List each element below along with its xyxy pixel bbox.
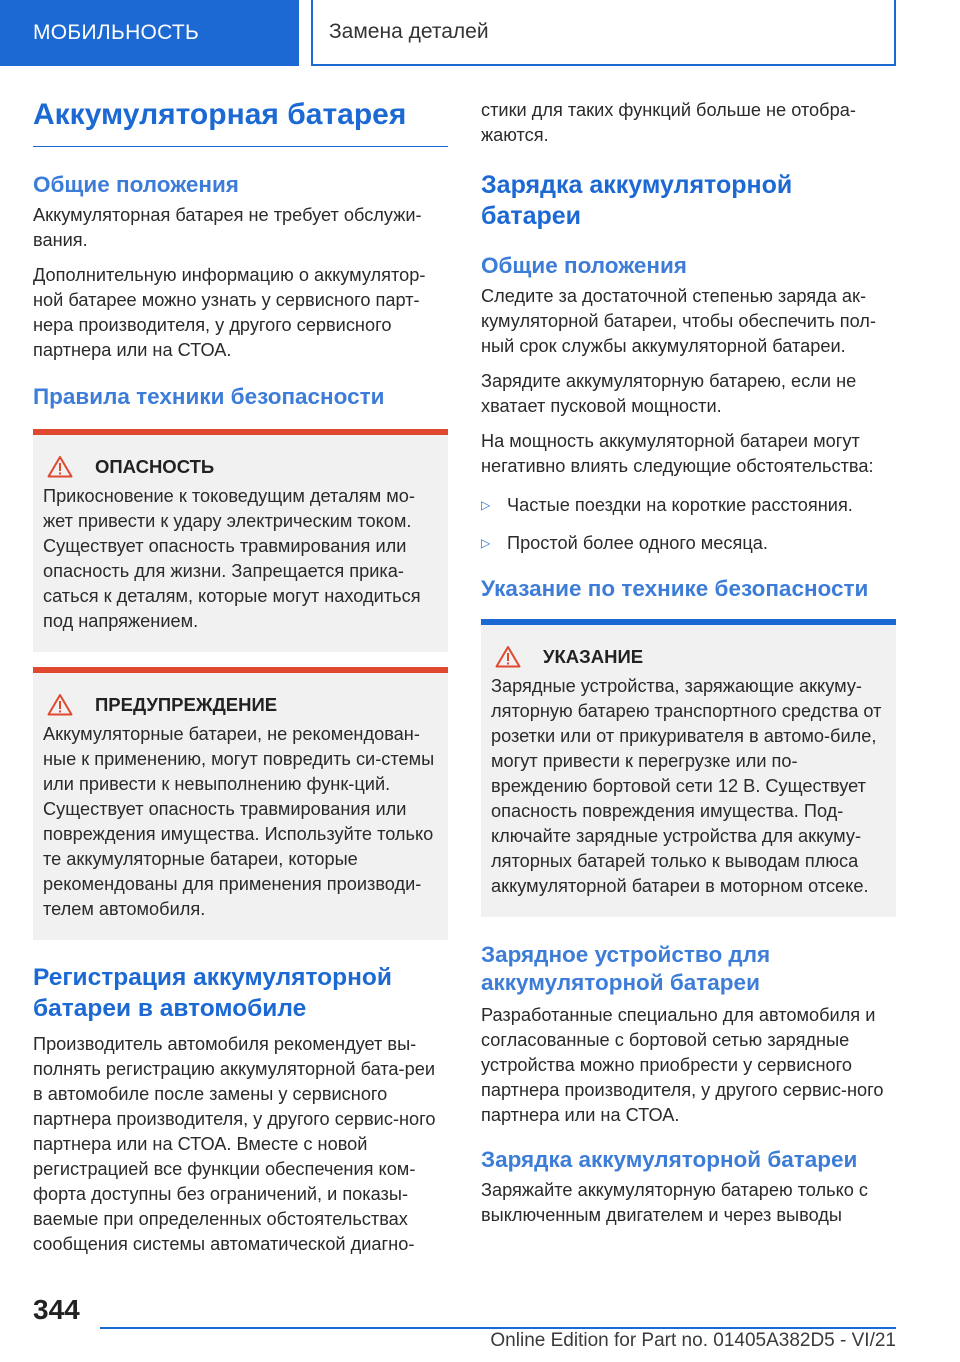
charging2-text: Заряжайте аккумуляторную батарею только с выключенным двигателем и через выводы <box>481 1180 868 1225</box>
general-heading: Общие положения <box>33 172 239 197</box>
charging-paragraph-2: Зарядите аккумуляторную батарею, если не хватает пусковой мощности. <box>481 371 857 416</box>
chapter-label: Замена деталей <box>329 20 489 43</box>
charging-paragraph-1: Следите за достаточной степенью заряда ак-кумуляторной батареи, чтобы обеспечить пол-ный срок службы аккумуляторной батареи. <box>481 286 876 356</box>
warning-triangle-icon <box>495 645 521 668</box>
edition-footer: Online Edition for Part no. 01405A382D5 - VI/21 <box>490 1330 896 1351</box>
general-paragraph-2: Дополнительную информацию о аккумулятор-ной батарее можно узнать у сервисного парт-нера производителя, у другого сервисного партнера или на СТОА. <box>33 265 426 360</box>
warning-notice-header <box>43 693 436 716</box>
continued-text: стики для таких функций больше не отобра-жаются. <box>481 100 856 145</box>
registration-heading: Регистрация аккумуляторной батареи в автомобиле <box>33 964 392 1022</box>
warning-text: Аккумуляторные батареи, не рекомендован-ные к применению, могут повредить си-стемы или привести к невыполнению функ-ций. Существует опасность травмирования или повреждения имущества. Используйте только те аккумуляторные батареи, которые рекомендованы для применения производи-телем автомобиля. <box>43 724 435 919</box>
registration-text: Производитель автомобиля рекомендует вы-полнять регистрацию аккумуляторной бата-реи в автомобиле после замены у сервисного партнера производителя, у другого сервис-ного партнера или на СТОА. Вместе с новой регистрацией все функции обеспечения ком-форта доступны без ограничений, и показы-ваемые при определенных обстоятельствах сообщения системы автоматической диагно- <box>33 1034 436 1254</box>
danger-notice-header <box>43 455 436 478</box>
page-title: Аккумуляторная батарея <box>33 96 448 147</box>
list-item <box>481 493 896 518</box>
charging-heading: Зарядка аккумуляторной батареи <box>481 171 793 230</box>
bullet-triangle-icon: ▷ <box>481 536 491 550</box>
danger-text: Прикосновение к токоведущим деталям мо-жет привести к удару электрическим током. Существует опасность травмирования или опасность для жизни. Запрещается прика-саться к деталям, которые могут находиться под напряжением. <box>43 486 421 631</box>
warning-notice <box>33 667 448 940</box>
safety-heading: Правила техники безопасности <box>33 384 385 409</box>
charging-general-heading: Общие положения <box>481 253 687 278</box>
general-paragraph-1: Аккумуляторная батарея не требует обслужи-вания. <box>33 205 422 250</box>
danger-notice <box>33 429 448 652</box>
warning-triangle-icon <box>47 455 73 478</box>
danger-label: ОПАСНОСТЬ <box>95 455 215 477</box>
list-item <box>481 531 896 556</box>
chapter-tab <box>311 0 896 66</box>
warning-label: ПРЕДУПРЕЖДЕНИЕ <box>95 693 278 715</box>
section-label: МОБИЛЬНОСТЬ <box>33 21 200 44</box>
info-notice <box>481 619 896 917</box>
warning-triangle-icon <box>47 693 73 716</box>
page-number: 344 <box>33 1294 80 1325</box>
notice-label: УКАЗАНИЕ <box>543 645 644 667</box>
charging2-heading: Зарядка аккумуляторной батареи <box>481 1147 858 1172</box>
left-column <box>33 96 448 1267</box>
charger-text: Разработанные специально для автомобиля и согласованные с бортовой сетью зарядные устройства можно приобрести у сервисного партнера производителя, у другого сервис-ного партнера или на СТОА. <box>481 1005 884 1125</box>
charging-paragraph-3: На мощность аккумуляторной батареи могут негативно влиять следующие обстоятельства: <box>481 431 874 476</box>
right-column <box>481 98 896 1238</box>
notice-text: Зарядные устройства, заряжающие аккуму-ляторную батарею транспортного средства от розетки или от прикуривателя в автомо-биле, могут привести к перегрузке или по-вреждению бортовой сети 12 В. Существует опасность повреждения имущества. Под-ключайте зарядные устройства для аккуму-ляторных батарей только к выводам плюса аккумуляторной батареи в моторном отсеке. <box>491 676 882 896</box>
info-notice-header <box>491 645 884 668</box>
list-item-text: Частые поездки на короткие расстояния. <box>507 495 853 515</box>
safety-notice-heading: Указание по технике безопасности <box>481 576 869 601</box>
list-item-text: Простой более одного месяца. <box>507 533 768 553</box>
bullet-triangle-icon: ▷ <box>481 498 491 512</box>
section-tab <box>0 0 299 66</box>
charger-heading: Зарядное устройство для аккумуляторной батареи <box>481 942 771 995</box>
footer-divider <box>100 1327 896 1329</box>
